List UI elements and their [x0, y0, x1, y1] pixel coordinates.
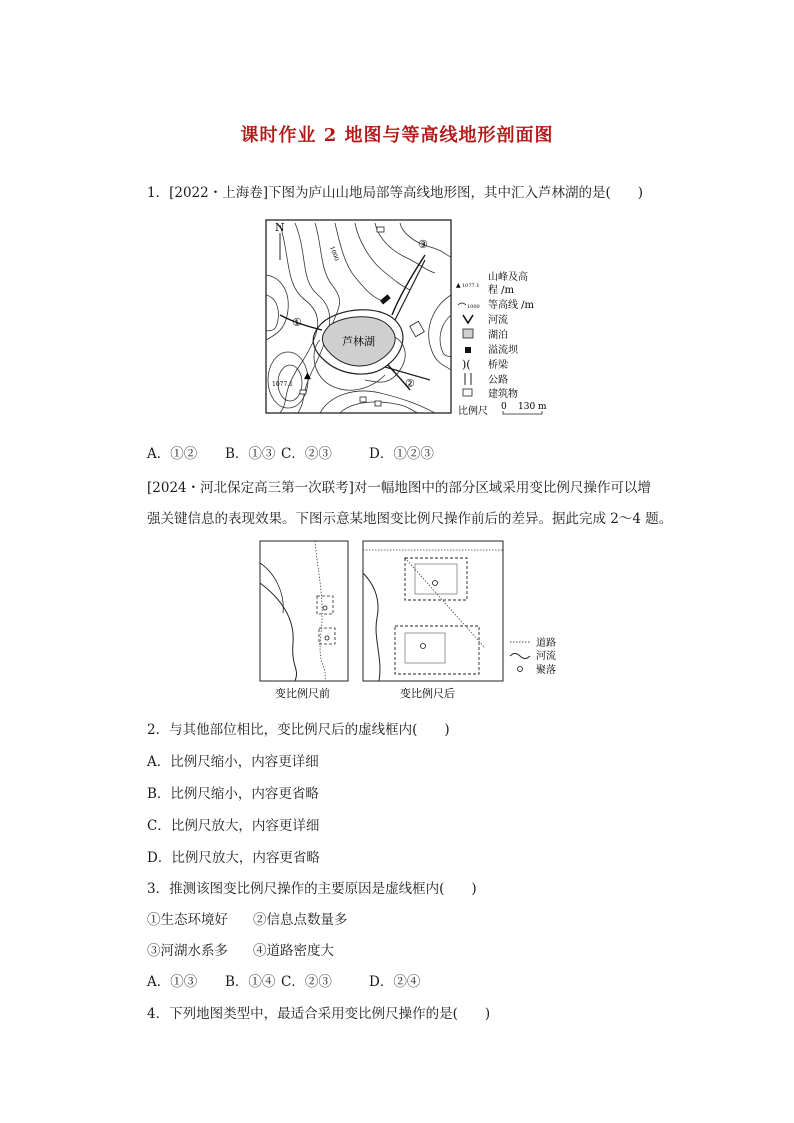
- question-1-options: [147, 442, 434, 462]
- legend-contour-value: 1000: [467, 304, 480, 310]
- q2-option-b[interactable]: B．比例尺缩小，内容更省略: [147, 786, 319, 802]
- legend-road-label: 公路: [488, 375, 508, 386]
- legend-settlement-label: 聚落: [536, 665, 556, 676]
- q1-option-c[interactable]: C．②③: [281, 446, 332, 462]
- legend-contour-icon: [458, 303, 466, 305]
- legend-peak-sub: 程 /m: [488, 285, 515, 296]
- intro-line-1: [2024・河北保定高三第一次联考]对一幅地图中的部分区域采用变比例尺操作可以增: [147, 480, 651, 496]
- legend-dam-icon: [465, 347, 471, 353]
- q3-items-row-1: [147, 908, 348, 928]
- q3-item-1: ①生态环境好: [147, 912, 228, 928]
- fig2-legend: [510, 636, 556, 676]
- q3-option-d[interactable]: D．②④: [369, 974, 421, 990]
- legend-peak-label: 山峰及高: [488, 272, 528, 283]
- legend-river-line-icon: [510, 654, 530, 659]
- scale-value: 130 m: [518, 402, 547, 412]
- question-2-stem: 2．与其他部位相比，变比例尺后的虚线框内( ): [147, 722, 450, 738]
- marker-1: ①: [292, 316, 302, 329]
- peak-symbol: ▲: [304, 371, 311, 381]
- legend-building-label: 建筑物: [488, 389, 518, 400]
- caption-before: 变比例尺前: [275, 687, 330, 700]
- scale-label: 比例尺: [458, 406, 488, 417]
- legend-road-line-label: 道路: [536, 638, 556, 649]
- q3-items-row-2: [147, 939, 334, 959]
- legend-river-label: 河流: [488, 315, 508, 326]
- question-3-stem: 3．推测该图变比例尺操作的主要原因是虚线框内( ): [147, 881, 477, 897]
- legend-river-icon: [463, 315, 473, 323]
- scale-zero: 0: [501, 402, 507, 412]
- intro-line-2: 强关键信息的表现效果。下图示意某地图变比例尺操作前后的差异。据此完成 2～4 题。: [147, 511, 673, 527]
- legend-river-line-label: 河流: [536, 651, 556, 662]
- legend-lake-icon: [463, 329, 473, 338]
- q1-option-b[interactable]: B．①③: [225, 446, 276, 462]
- q2-option-c[interactable]: C．比例尺放大，内容更详细: [147, 818, 320, 834]
- legend-settlement-icon: [518, 667, 523, 672]
- peak-value: 1077.1: [272, 381, 293, 388]
- q3-item-2: ②信息点数量多: [253, 912, 348, 928]
- legend-peak-value: 1077.1: [462, 283, 480, 289]
- q3-option-b[interactable]: B．①④: [225, 974, 276, 990]
- scale-change-figure: [255, 538, 575, 706]
- legend-dam-label: 溢流坝: [488, 345, 518, 356]
- contour-value: 1000: [328, 245, 340, 263]
- legend-bridge-label: 桥梁: [488, 360, 508, 371]
- question-1-stem: 1．[2022・上海卷]下图为庐山山地局部等高线地形图，其中汇入芦林湖的是( ): [147, 185, 644, 201]
- map-legend: [456, 270, 547, 417]
- legend-building-icon: [463, 389, 472, 396]
- q1-option-d[interactable]: D．①②③: [369, 446, 434, 462]
- caption-after: 变比例尺后: [400, 687, 455, 700]
- north-label: N: [275, 221, 285, 234]
- q2-option-a[interactable]: A．比例尺缩小，内容更详细: [147, 754, 319, 770]
- contour-map-figure: [260, 215, 560, 420]
- before-map: [260, 541, 348, 681]
- page-title: 课时作业 2 地图与等高线地形剖面图: [240, 125, 554, 146]
- q3-option-c[interactable]: C．②③: [281, 974, 332, 990]
- question-3-options: [147, 970, 420, 990]
- q3-item-3: ③河湖水系多: [147, 943, 228, 959]
- q3-option-a[interactable]: A．①③: [147, 974, 198, 990]
- question-4-stem: 4．下列地图类型中，最适合采用变比例尺操作的是( ): [147, 1006, 491, 1022]
- legend-lake-label: 湖泊: [488, 330, 508, 341]
- legend-bridge-icon: )(: [462, 358, 471, 371]
- marker-3: ③: [418, 238, 428, 251]
- q2-option-d[interactable]: D．比例尺放大，内容更省略: [147, 850, 320, 866]
- q3-item-4: ④道路密度大: [253, 943, 334, 959]
- contour-map: [266, 220, 451, 413]
- marker-2: ②: [405, 377, 415, 390]
- legend-contour-label: 等高线 /m: [488, 300, 535, 311]
- lake-label: 芦林湖: [342, 335, 375, 348]
- legend-peak-icon: ▲: [456, 282, 461, 289]
- q1-option-a[interactable]: A．①②: [147, 446, 198, 462]
- after-map: [363, 541, 503, 681]
